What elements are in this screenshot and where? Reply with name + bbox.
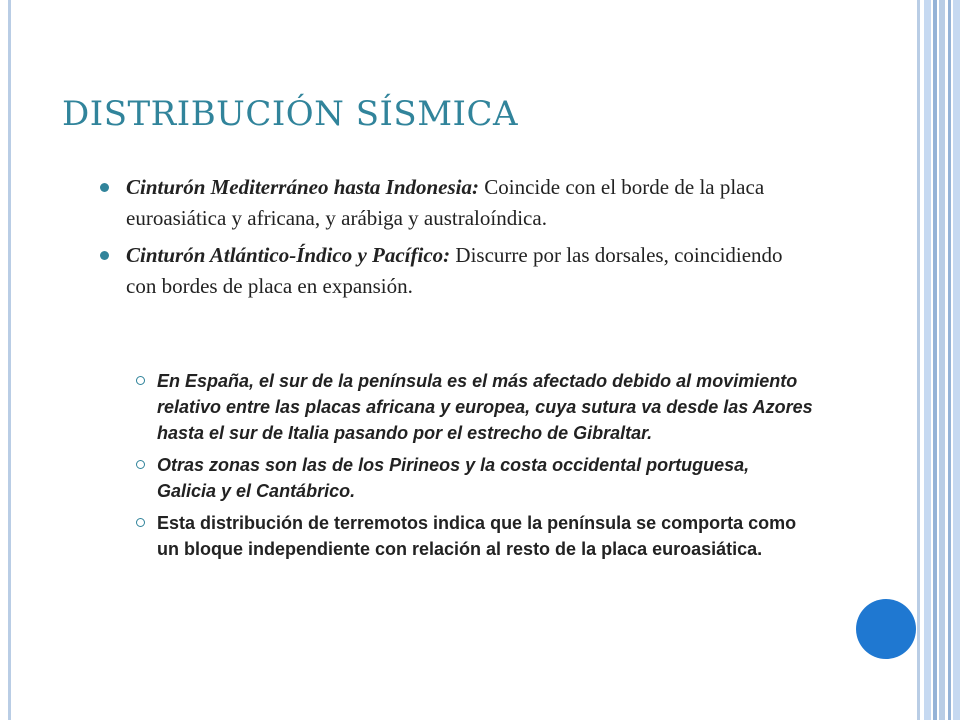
sub-bullet-item	[133, 510, 813, 562]
bullet-term: Cinturón Mediterráneo hasta Indonesia:	[126, 175, 480, 199]
sub-bullet-text: Otras zonas son las de los Pirineos y la costa occidental portuguesa, Galicia y el Cantábrico.	[157, 455, 750, 501]
bullet-dot-icon	[100, 251, 109, 260]
bullet-text: Discurre por las dorsales, coincidiendo con bordes de placa en expansión.	[126, 243, 783, 298]
slide-title: DISTRIBUCIÓN SÍSMICA	[62, 94, 519, 134]
bullet-ring-icon	[136, 460, 145, 469]
sub-bullet-text: Esta distribución de terremotos indica que la península se comporta como un bloque independiente con relación al resto de la placa euroasiática.	[157, 513, 797, 559]
bullet-ring-icon	[136, 376, 145, 385]
bullet-item	[100, 172, 800, 234]
bullet-text: Coincide con el borde de la placa euroasiática y africana, y arábiga y australoíndica.	[126, 175, 765, 230]
right-border-frame	[917, 0, 960, 720]
bullet-dot-icon	[100, 183, 109, 192]
left-border-line	[8, 0, 11, 720]
bullet-ring-icon	[136, 518, 145, 527]
sub-bullet-item	[133, 368, 813, 446]
sub-bullet-item	[133, 452, 813, 504]
bullet-item	[100, 240, 800, 302]
bullet-term: Cinturón Atlántico-Índico y Pacífico:	[126, 243, 451, 267]
main-bullet-list	[100, 172, 800, 308]
sub-bullet-list	[133, 368, 813, 568]
sub-bullet-text: En España, el sur de la península es el más afectado debido al movimiento relativo entre las placas africana y europea, cuya sutura va desde las Azores hasta el sur de Italia pasando por el estrecho de Gibraltar.	[157, 371, 813, 443]
decorative-circle	[856, 599, 916, 659]
